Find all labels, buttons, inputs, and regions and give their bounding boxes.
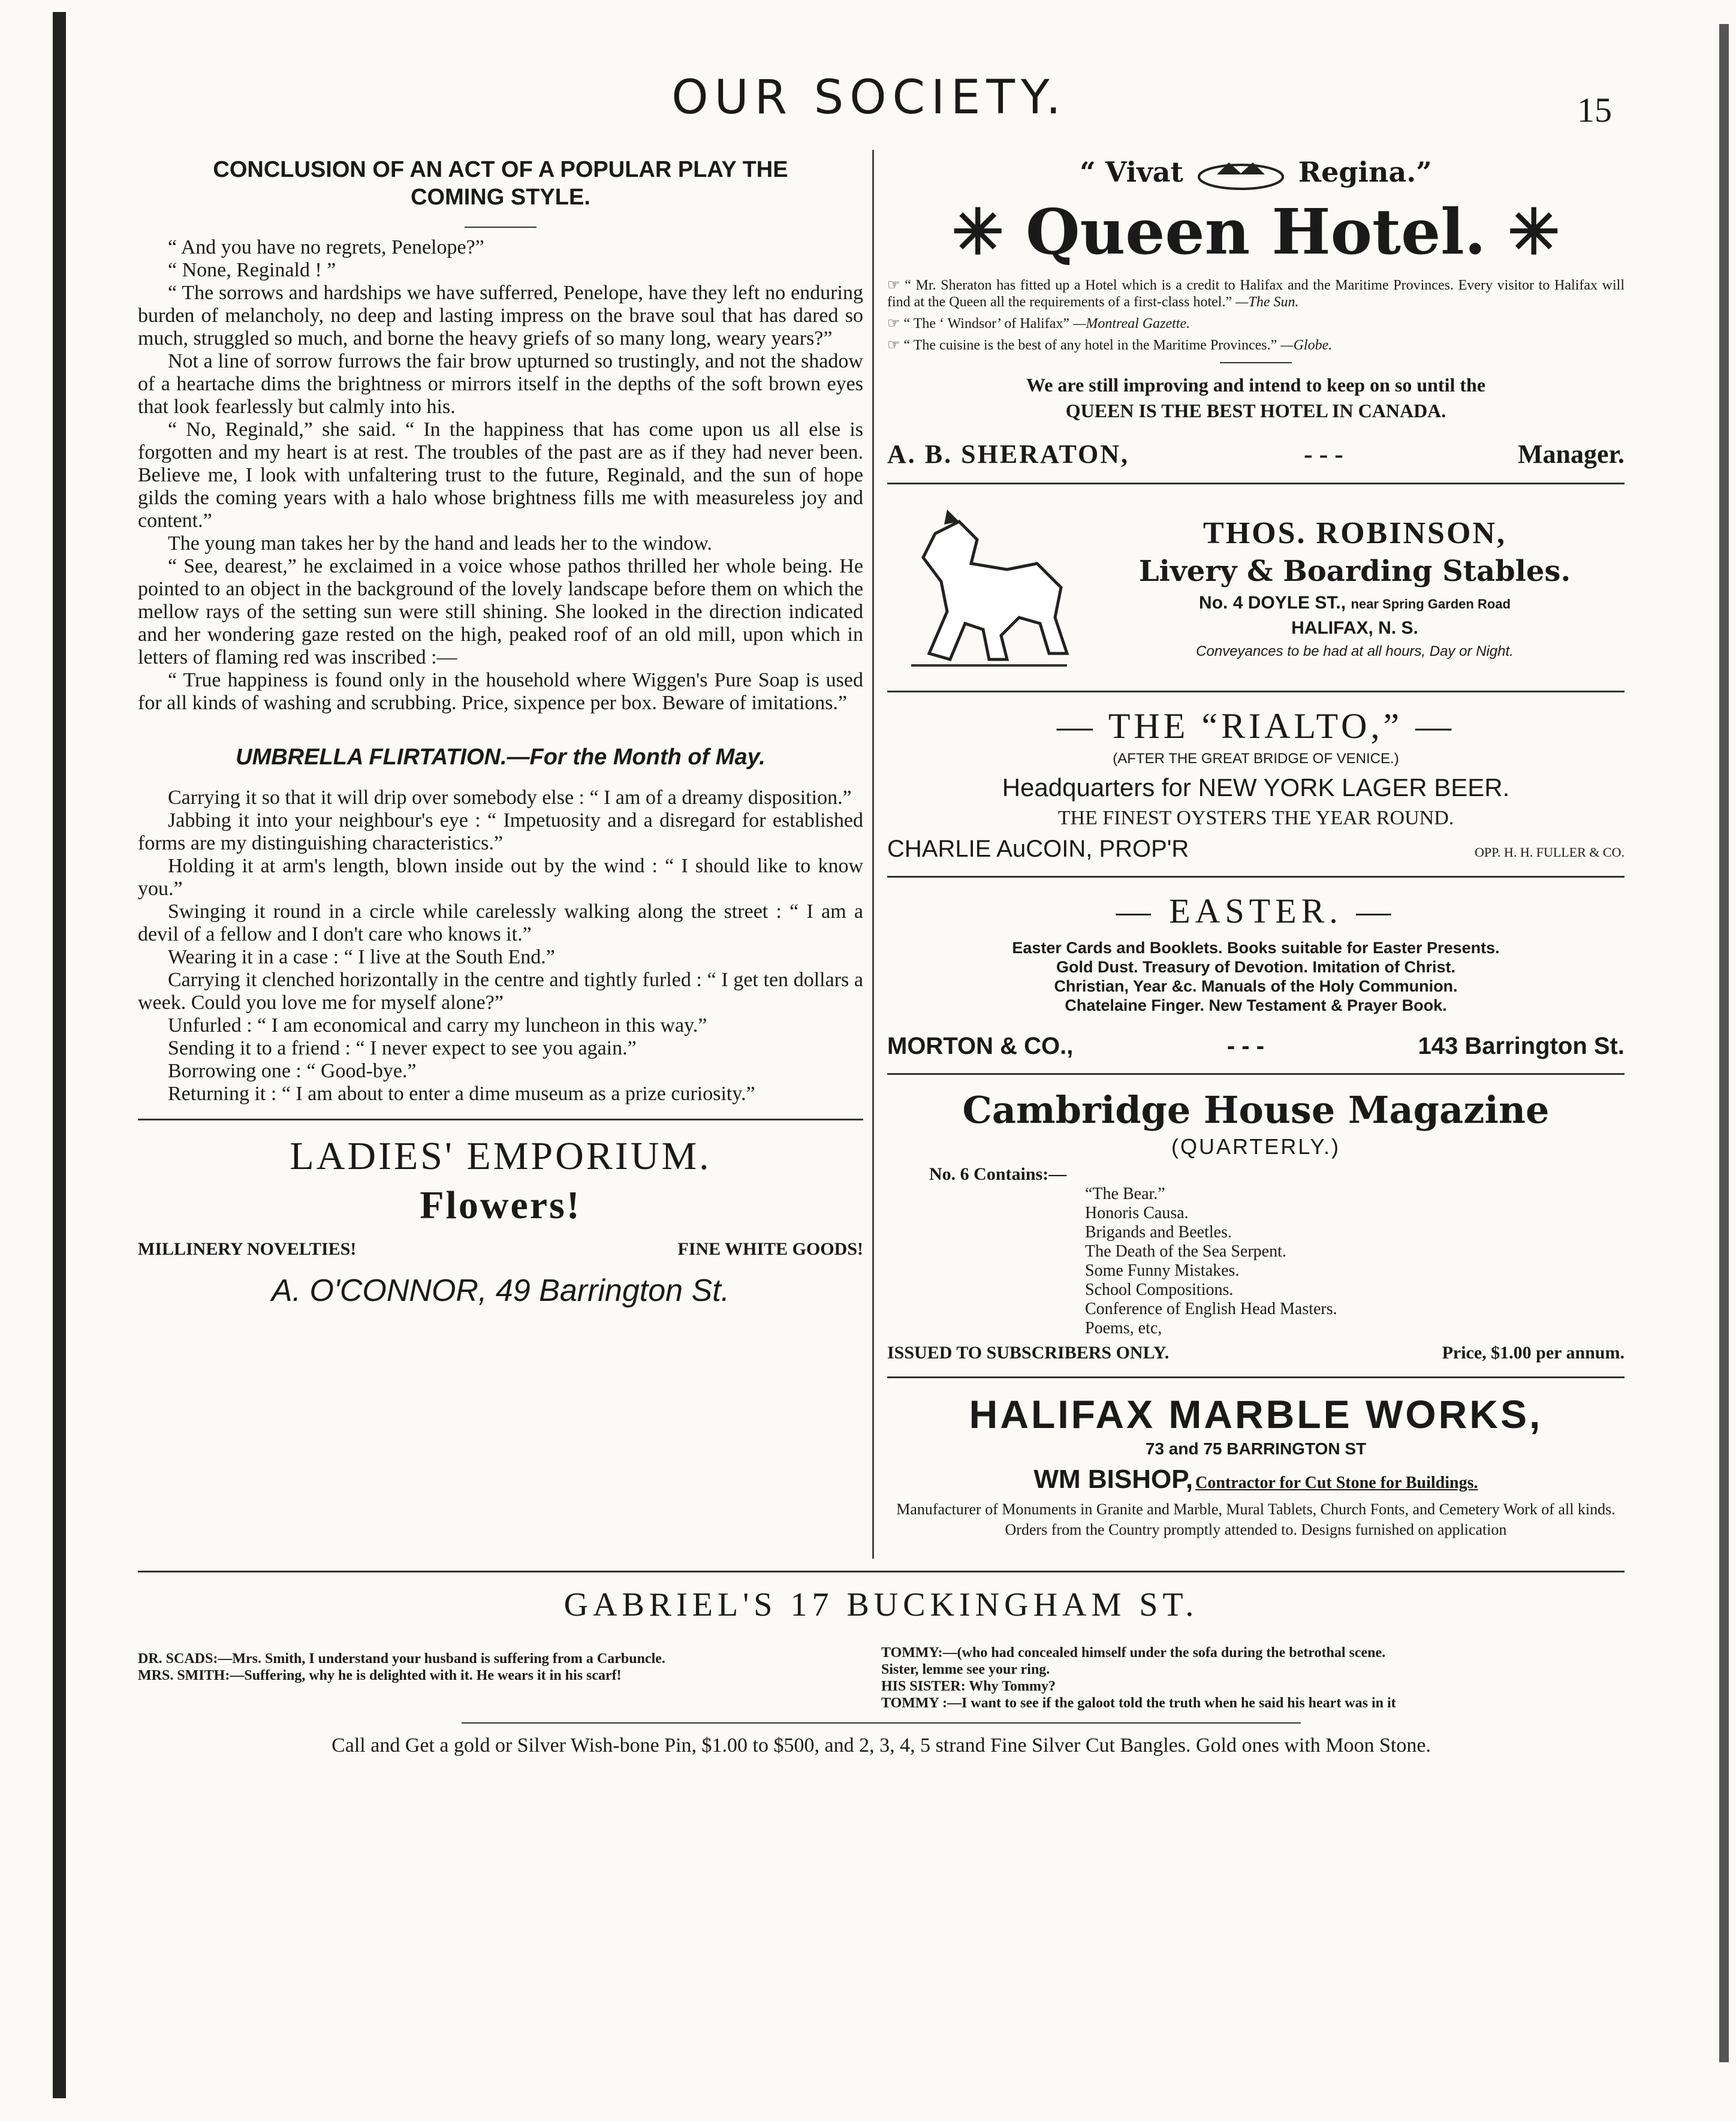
marble-title: HALIFAX MARBLE WORKS, [969, 1392, 1543, 1436]
binding-edge [53, 12, 66, 2098]
umbrella-item: Carrying it so that it will drip over somebody else : “ I am of a dreamy disposition.” [168, 787, 852, 809]
rialto-ad [887, 706, 1625, 863]
play-heading: CONCLUSION OF AN ACT OF A POPULAR PLAY THE COMING STYLE. [213, 157, 788, 210]
magazine-issued: ISSUED TO SUBSCRIBERS ONLY. [887, 1343, 1170, 1363]
play-paragraph: “ And you have no regrets, Penelope?” [168, 236, 484, 258]
divider [887, 691, 1625, 692]
magazine-price: Price, $1.00 per annum. [1442, 1343, 1625, 1363]
gabriel-ad [138, 1571, 1625, 1757]
page-number: 15 [1577, 91, 1612, 129]
rialto-headline: Headquarters for NEW YORK LAGER BEER. [1002, 773, 1510, 802]
contents-item: The Death of the Sea Serpent. [1085, 1242, 1286, 1261]
pointing-hand-icon: ☞ [887, 316, 904, 332]
play-paragraph: “ None, Reginald ! ” [168, 259, 336, 281]
ladies-emporium-ad [138, 1134, 863, 1309]
gabriel-jokes [138, 1644, 1625, 1712]
manager-title: Manager. [1517, 439, 1625, 469]
manager-name: A. B. SHERATON, [887, 439, 1130, 469]
umbrella-item: Borrowing one : “ Good-bye.” [168, 1060, 417, 1082]
umbrella-item: Jabbing it into your neighbour's eye : “ Impetuosity and a disregard for established forms are my distinguishing characteristics.” [138, 809, 863, 854]
ladies-goods-row [138, 1239, 863, 1260]
umbrella-item: Unfurled : “ I am economical and carry my luncheon in this way.” [168, 1014, 707, 1037]
easter-dashes: - - - [1226, 1033, 1265, 1059]
gabriel-footer: Call and Get a gold or Silver Wish-bone Pin, $1.00 to $500, and 2, 3, 4, 5 strand Fine Silver Cut Bangles. Gold ones with Moon Stone. [331, 1734, 1431, 1757]
horse-illustration-icon [887, 498, 1085, 677]
running-title: OUR SOCIETY. [671, 71, 1067, 125]
contents-item: Honoris Causa. [1085, 1204, 1189, 1222]
contents-item: Conference of English Head Masters. [1085, 1300, 1337, 1318]
marble-owner-line [887, 1465, 1625, 1495]
easter-address: 143 Barrington St. [1418, 1033, 1625, 1059]
easter-books: Easter Cards and Booklets. Books suitable for Easter Presents. Gold Dust. Treasury of Devotion. Imitation of Christ. Christian, Year &c. Manuals of the Holy Communion. Chatelaine Finger. New Testament & Prayer Book. [1012, 939, 1500, 1014]
easter-ad [887, 891, 1625, 1060]
umbrella-item: Wearing it in a case : “ I live at the South End.” [168, 946, 555, 968]
easter-firm: MORTON & CO., [887, 1033, 1074, 1059]
white-goods-label: FINE WHITE GOODS! [677, 1239, 863, 1259]
umbrella-item: Sending it to a friend : “ I never expect to see you again.” [168, 1037, 637, 1059]
left-column [138, 156, 863, 1309]
play-paragraph: “ See, dearest,” he exclaimed in a voice whose pathos thrilled her whole being. He pointed to an object in the background of the lovely landscape before them on which the mellow rays of the setting sun were still shining. She looked in the direction indicated and her wondering gaze rested on the high, peaked roof of an old mill, upon which in letters of flaming red was inscribed :— [138, 555, 863, 668]
play-paragraph: Not a line of sorrow furrows the fair brow upturned so trustingly, and not the shadow of a heartache dims the brightness or mirrors itself in the depths of the soft brown eyes that look fearlessly but calmly into his. [138, 350, 863, 418]
queen-hotel-ad [887, 156, 1625, 469]
marble-orders: Orders from the Country promptly attended to. Designs furnished on application [1005, 1521, 1507, 1538]
contents-item: “The Bear.” [1085, 1185, 1165, 1203]
umbrella-item: Returning it : “ I am about to enter a dime museum as a prize curiosity.” [168, 1083, 755, 1105]
millinery-label: MILLINERY NOVELTIES! [138, 1239, 357, 1259]
umbrella-heading: UMBRELLA FLIRTATION.—For the Month of May. [236, 745, 765, 770]
divider [138, 1119, 863, 1120]
play-paragraph: “ True happiness is found only in the household where Wiggen's Pure Soap is used for all kinds of washing and scrubbing. Price, sixpence per box. Beware of imitations.” [138, 669, 863, 714]
divider [465, 227, 537, 228]
manager-dashes: - - - [1304, 439, 1343, 469]
hotel-improving: We are still improving and intend to keep on so until the [1026, 374, 1486, 396]
crown-ornament-icon [1193, 156, 1289, 192]
divider [887, 1376, 1625, 1378]
gabriel-title: GABRIEL'S 17 BUCKINGHAM ST. [563, 1586, 1199, 1623]
contents-item: Brigands and Beetles. [1085, 1223, 1232, 1242]
magazine-quarterly: (QUARTERLY.) [1171, 1134, 1341, 1159]
umbrella-item: Holding it at arm's length, blown inside out by the wind : “ I should like to know you.” [138, 855, 863, 900]
play-article [138, 156, 863, 715]
star-icon: ✳ [1508, 195, 1560, 269]
play-paragraph: “ The sorrows and hardships we have sufferred, Penelope, have they left no enduring burden of melancholy, no deep and lasting impress on the brave soul that has dared so much, struggled so much, and borne the heavy griefs of so many long, weary years?” [138, 282, 863, 350]
column-divider [872, 150, 874, 1559]
divider [462, 1722, 1301, 1724]
magazine-contents [1085, 1185, 1625, 1338]
gabriel-joke-left: DR. SCADS:—Mrs. Smith, I understand your husband is suffering from a Carbuncle. MRS. SMITH:—Suffering, why he is delighted with it. He wears it in his scarf! [138, 1651, 665, 1683]
ladies-title: LADIES' EMPORIUM. [290, 1134, 712, 1178]
gabriel-joke-right: TOMMY:—(who had concealed himself under the sofa during the betrothal scene. Sister, lemme see your ring. HIS SISTER: Why Tommy? TOMMY :—I want to see if the galoot told the truth when he said his heart was in it [881, 1645, 1396, 1711]
rialto-title: — THE “RIALTO,” — [1056, 706, 1455, 746]
rialto-proprietor-row [887, 836, 1625, 863]
divider [1220, 362, 1292, 363]
marble-role: Contractor for Cut Stone for Buildings. [1195, 1474, 1478, 1492]
easter-title: — EASTER. — [1116, 891, 1396, 930]
robinson-name: THOS. ROBINSON, [1203, 516, 1506, 550]
page-edge [1719, 24, 1729, 2062]
pointing-hand-icon: ☞ [887, 278, 905, 293]
pointing-hand-icon: ☞ [887, 338, 904, 353]
rialto-subtitle: (AFTER THE GREAT BRIDGE OF VENICE.) [1113, 751, 1399, 767]
rialto-oysters: THE FINEST OYSTERS THE YEAR ROUND. [1057, 807, 1454, 829]
divider [887, 876, 1625, 878]
robinson-ad [887, 498, 1625, 677]
divider [887, 483, 1625, 484]
robinson-address-line: No. 4 DOYLE ST., near Spring Garden Road [1199, 592, 1511, 613]
star-icon: ✳ [951, 195, 1004, 269]
robinson-text [1085, 516, 1625, 660]
marble-works-ad [887, 1391, 1625, 1539]
magazine-ad [887, 1088, 1625, 1363]
robinson-city: HALIFAX, N. S. [1291, 617, 1418, 638]
right-column [887, 156, 1625, 1539]
rialto-proprietor: CHARLIE AuCOIN, PROP'R [887, 836, 1189, 862]
flowers-heading: Flowers! [420, 1183, 581, 1227]
easter-firm-row [887, 1033, 1625, 1060]
play-paragraph: The young man takes her by the hand and leads her to the window. [168, 532, 712, 555]
umbrella-article [138, 743, 863, 1105]
contents-item: School Compositions. [1085, 1281, 1234, 1299]
divider [887, 1073, 1625, 1075]
contents-item: Poems, etc, [1085, 1319, 1162, 1337]
divider [138, 1571, 1625, 1572]
hotel-manager-row [887, 439, 1625, 469]
ladies-address: A. O'CONNOR, 49 Barrington St. [271, 1273, 730, 1308]
hotel-best: QUEEN IS THE BEST HOTEL IN CANADA. [1065, 400, 1446, 421]
umbrella-item: Swinging it round in a circle while carelessly walking along the street : “ I am a devil of a fellow and I don't care who knows it.” [138, 900, 863, 945]
play-paragraph: “ No, Reginald,” she said. “ In the happiness that has come upon us all else is forgotten and my heart is at rest. The troubles of the past are as if they had never been. Believe me, I look with unfaltering trust to the future, Reginald, and the sun of hope gilds the coming years with a halo whose brightness fills me with measureless joy and content.” [138, 418, 863, 532]
hotel-quotes: ☞ “ Mr. Sheraton has fitted up a Hotel which is a credit to Halifax and the Maritime Provinces. Every visitor to Halifax will find at the Queen all the requirements of a first-class hotel.” —The Sun. ☞ “ The ‘ Windsor’ of Halifax” —Montreal Gazette. ☞ “ The cuisine is the best of any hotel in the Maritime Provinces.” —Globe. [887, 278, 1625, 353]
rialto-opposite: OPP. H. H. FULLER & CO. [1475, 845, 1625, 860]
hotel-title: ✳ Queen Hotel. ✳ [951, 195, 1560, 269]
marble-description: Manufacturer of Monuments in Granite and Marble, Mural Tablets, Church Fonts, and Cemetery Work of all kinds. [896, 1501, 1616, 1518]
magazine-price-row [887, 1343, 1625, 1363]
marble-owner: WM BISHOP, [1033, 1465, 1194, 1494]
magazine-title: Cambridge House Magazine [962, 1088, 1550, 1132]
umbrella-item: Carrying it clenched horizontally in the centre and tightly furled : “ I get ten dollars a week. Could you love me for myself alone?” [138, 969, 863, 1014]
hotel-motto: “ Vivat Regina.” [887, 156, 1625, 192]
robinson-business: Livery & Boarding Stables. [1138, 554, 1571, 588]
magazine-contains: No. 6 Contains:— [929, 1164, 1067, 1184]
contents-item: Some Funny Mistakes. [1085, 1261, 1240, 1280]
marble-address: 73 and 75 BARRINGTON ST [1145, 1439, 1367, 1458]
robinson-note: Conveyances to be had at all hours, Day or Night. [1196, 643, 1514, 659]
